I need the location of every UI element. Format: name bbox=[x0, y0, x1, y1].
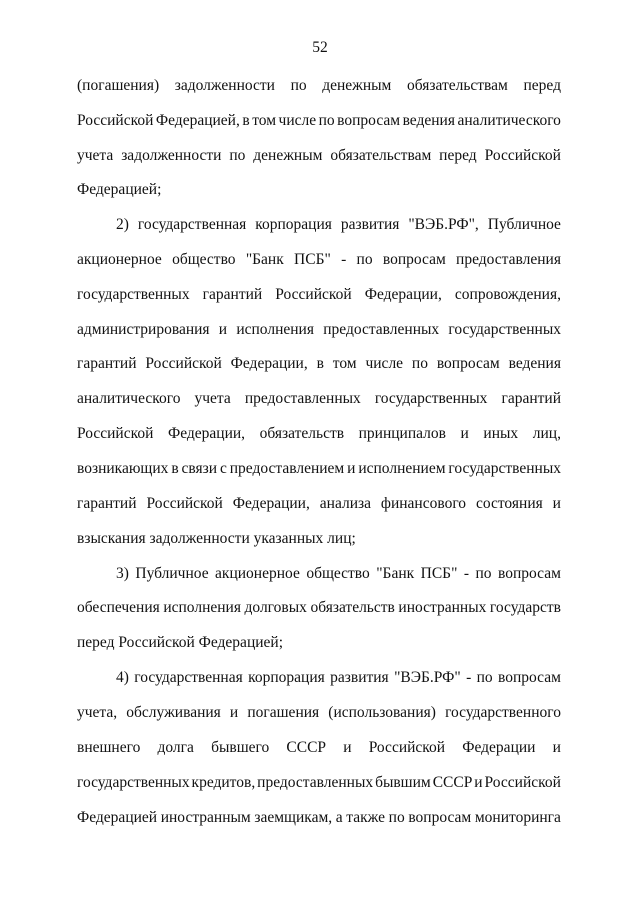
text-line: перед Российской Федерацией; bbox=[77, 634, 284, 651]
word: и bbox=[343, 739, 352, 756]
word: Российской bbox=[77, 112, 154, 129]
word: обязательствам bbox=[330, 147, 432, 164]
text-line bbox=[116, 215, 561, 235]
word: Федерации, bbox=[364, 286, 442, 303]
word: аналитического bbox=[77, 390, 181, 407]
word: государств bbox=[489, 599, 561, 616]
word: акционерное bbox=[77, 251, 162, 268]
word: по bbox=[388, 809, 405, 826]
word: иных bbox=[483, 425, 519, 442]
word: Российской bbox=[145, 355, 222, 372]
word: кредитов, bbox=[191, 774, 256, 791]
text-line bbox=[77, 389, 561, 409]
word: иностранных bbox=[398, 599, 487, 616]
word: СССР bbox=[286, 739, 327, 756]
word: (погашения) bbox=[77, 77, 160, 94]
word: акционерное bbox=[215, 565, 300, 582]
word: вопросам bbox=[498, 669, 561, 686]
word: том bbox=[332, 355, 357, 372]
text-line: Федерацией; bbox=[77, 181, 162, 198]
word: государственных bbox=[77, 774, 190, 791]
word: Российской bbox=[146, 495, 223, 512]
word: долговых bbox=[244, 599, 307, 616]
word: Федерации, bbox=[167, 425, 246, 442]
word: и bbox=[552, 739, 561, 756]
word: погашения bbox=[247, 704, 320, 721]
word: принципалов bbox=[358, 425, 446, 442]
text-line bbox=[77, 285, 561, 305]
word: учета bbox=[194, 390, 231, 407]
word: корпорация bbox=[255, 216, 332, 233]
word: по bbox=[475, 565, 492, 582]
word: по bbox=[476, 669, 493, 686]
word: "ВЭБ.РФ", bbox=[408, 216, 479, 233]
word: предоставления bbox=[456, 251, 561, 268]
text-line bbox=[77, 424, 561, 444]
word: государственных bbox=[77, 286, 190, 303]
word: в bbox=[171, 460, 179, 477]
word: Российской bbox=[484, 147, 561, 164]
text-line bbox=[77, 598, 561, 618]
word: исполнением bbox=[358, 460, 446, 477]
text-line bbox=[77, 703, 561, 723]
word: аналитического bbox=[457, 112, 561, 129]
text-line: взыскания задолженности указанных лиц; bbox=[77, 530, 356, 547]
word: исполнения bbox=[163, 599, 241, 616]
word: предоставленных bbox=[244, 390, 361, 407]
word: обязательств bbox=[310, 599, 395, 616]
word: мониторинга bbox=[474, 809, 561, 826]
word: лиц, bbox=[532, 425, 561, 442]
word: Публичное bbox=[135, 565, 209, 582]
word: перед bbox=[439, 147, 477, 164]
text-line bbox=[116, 564, 561, 584]
word: бывшим bbox=[375, 774, 431, 791]
word: задолженности bbox=[121, 147, 222, 164]
word: 2) bbox=[116, 216, 129, 233]
word: государственных bbox=[448, 321, 561, 338]
word: - bbox=[466, 669, 472, 686]
word: задолженности bbox=[174, 77, 275, 94]
word: государственная bbox=[137, 216, 247, 233]
word: также bbox=[346, 809, 386, 826]
word: администрирования bbox=[77, 321, 210, 338]
word: Федерации, bbox=[232, 495, 310, 512]
text-line bbox=[77, 146, 561, 166]
text-line bbox=[77, 459, 561, 479]
word: вопросам bbox=[337, 112, 401, 129]
word: состояния bbox=[475, 495, 543, 512]
word: вопросам bbox=[436, 355, 500, 372]
word: обслуживания bbox=[126, 704, 221, 721]
word: "Банк bbox=[245, 251, 284, 268]
text-line bbox=[77, 354, 561, 374]
word: том bbox=[252, 112, 277, 129]
word: ПСБ" bbox=[294, 251, 331, 268]
word: и bbox=[229, 704, 239, 721]
word: учета bbox=[77, 147, 114, 164]
word: "Банк bbox=[376, 565, 415, 582]
word: связи bbox=[181, 460, 218, 477]
word: и bbox=[460, 425, 469, 442]
word: долга bbox=[157, 739, 194, 756]
text-line bbox=[77, 738, 561, 758]
word: гарантий bbox=[77, 355, 137, 372]
page-number: 52 bbox=[312, 39, 328, 56]
word: а bbox=[335, 809, 343, 826]
word: СССР bbox=[432, 774, 473, 791]
word: по bbox=[411, 355, 428, 372]
word: 4) bbox=[116, 669, 129, 686]
word: ПСБ" bbox=[420, 565, 458, 582]
word: денежным bbox=[322, 77, 392, 94]
text-line bbox=[77, 773, 561, 793]
word: Федерации, bbox=[230, 355, 308, 372]
word: заемщикам, bbox=[254, 809, 333, 826]
word: государственных bbox=[374, 390, 488, 407]
word: по bbox=[290, 77, 307, 94]
word: и bbox=[552, 495, 561, 512]
text-line bbox=[116, 668, 561, 688]
word: по bbox=[318, 112, 335, 129]
word: Публичное bbox=[487, 216, 561, 233]
word: гарантий bbox=[77, 495, 137, 512]
word: ведения bbox=[508, 355, 561, 372]
word: и bbox=[218, 321, 228, 338]
word: в bbox=[242, 112, 250, 129]
word: Федерацией, bbox=[155, 112, 240, 129]
word: гарантий bbox=[202, 286, 263, 303]
word: государственного bbox=[445, 704, 561, 721]
word: числе bbox=[278, 112, 317, 129]
word: Федерацией bbox=[77, 809, 158, 826]
word: учета, bbox=[77, 704, 118, 721]
word: обязательствам bbox=[406, 77, 508, 94]
word: вопросам bbox=[408, 809, 472, 826]
word: анализа bbox=[319, 495, 371, 512]
word: бывшего bbox=[211, 739, 270, 756]
word: по bbox=[229, 147, 246, 164]
word: "ВЭБ.РФ" bbox=[394, 669, 461, 686]
word: вопросам bbox=[382, 251, 446, 268]
word: Российской bbox=[275, 286, 352, 303]
word: 3) bbox=[116, 565, 129, 582]
word: обязательств bbox=[259, 425, 345, 442]
word: и bbox=[347, 460, 356, 477]
text-line bbox=[77, 250, 561, 270]
word: предоставленных bbox=[257, 774, 374, 791]
word: в bbox=[316, 355, 324, 372]
word: перед bbox=[523, 77, 561, 94]
text-line bbox=[77, 494, 561, 514]
word: ведения bbox=[402, 112, 455, 129]
word: - bbox=[341, 251, 347, 268]
word: гарантий bbox=[501, 390, 561, 407]
word: числе bbox=[365, 355, 404, 372]
word: с bbox=[219, 460, 227, 477]
word: предоставлением bbox=[229, 460, 345, 477]
word: сопровождения, bbox=[454, 286, 561, 303]
word: общество bbox=[172, 251, 236, 268]
word: иностранным bbox=[160, 809, 251, 826]
word: исполнения bbox=[236, 321, 314, 338]
word: Российской bbox=[368, 739, 446, 756]
word: развития bbox=[330, 669, 389, 686]
word: и bbox=[474, 774, 483, 791]
word: Российской bbox=[77, 425, 154, 442]
word: Федерации bbox=[462, 739, 536, 756]
word: - bbox=[463, 565, 470, 582]
word: денежным bbox=[253, 147, 323, 164]
word: предоставленных bbox=[323, 321, 440, 338]
text-line bbox=[77, 808, 561, 828]
text-line bbox=[77, 76, 561, 96]
word: государственных bbox=[448, 460, 561, 477]
word: государственная bbox=[134, 669, 243, 686]
word: обеспечения bbox=[77, 599, 160, 616]
text-line bbox=[77, 111, 561, 131]
word: общество bbox=[306, 565, 370, 582]
word: возникающих bbox=[77, 460, 169, 477]
word: вопросам bbox=[498, 565, 561, 582]
word: по bbox=[356, 251, 373, 268]
word: финансового bbox=[380, 495, 467, 512]
text-line bbox=[77, 320, 561, 340]
word: корпорация bbox=[248, 669, 325, 686]
word: внешнего bbox=[77, 739, 141, 756]
word: (использования) bbox=[328, 704, 436, 721]
word: Российской bbox=[484, 774, 561, 791]
word: развития bbox=[340, 216, 400, 233]
